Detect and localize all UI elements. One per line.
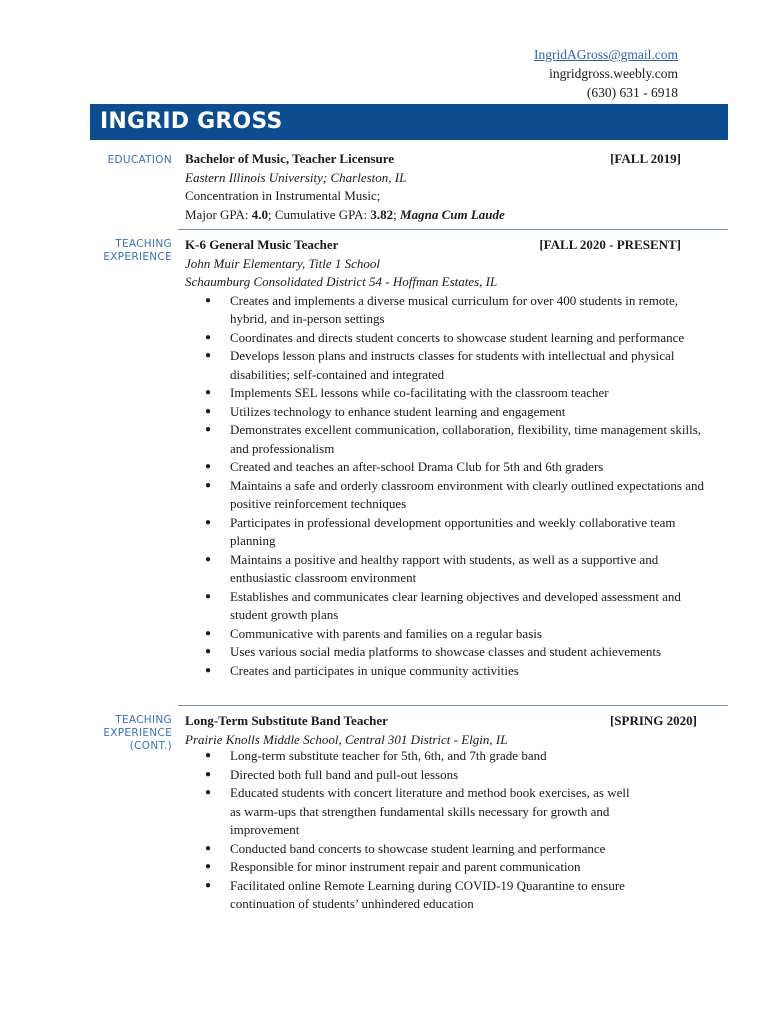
education-concentration: Concentration in Instrumental Music; [185,188,381,203]
gpa-sep: ; [393,206,401,222]
job2-school: Prairie Knolls Middle School, Central 301 District - Elgin, IL [185,731,508,747]
teaching-cont-bullets [185,747,635,914]
job2-title: Long-Term Substitute Band Teacher [185,713,388,728]
list-item: ● Facilitated online Remote Learning during COVID-19 Quarantine to ensure continuation of students’ unhindered education [230,877,635,914]
list-item: ● Demonstrates excellent communication, collaboration, flexibility, time management skills, and professionalism [230,421,715,458]
teaching-cont-label-line3: (CONT.) [129,740,172,752]
teaching-section [185,236,715,680]
list-item: ● Directed both full band and pull-out lessons [230,766,635,785]
list-item: ● Educated students with concert literature and method book exercises, as well as warm-ups that strengthen fundamental skills necessary for growth and improvement [230,784,635,840]
list-item: ● Created and teaches an after-school Drama Club for 5th and 6th graders [230,458,715,477]
education-school: Eastern Illinois University; Charleston, IL [185,169,407,185]
education-header [185,150,715,169]
contact-info [534,45,678,102]
teaching-header [185,236,715,255]
phone-text: (630) 631 - 6918 [586,85,678,100]
list-item: ● Creates and implements a diverse musical curriculum for over 400 students in remote, hybrid, and in-person settings [230,292,715,329]
teaching-label [90,238,172,264]
list-item: ● Establishes and communicates clear learning objectives and developed assessment and student growth plans [230,588,715,625]
list-item: ● Utilizes technology to enhance student learning and engagement [230,403,715,422]
cumulative-gpa: 3.82 [370,206,394,222]
education-label: EDUCATION [107,154,172,166]
gpa-mid: ; Cumulative GPA: [267,206,371,222]
list-item: ● Conducted band concerts to showcase student learning and performance [230,840,635,859]
list-item: ● Maintains a positive and healthy rapport with students, as well as a supportive and enthusiastic classroom environment [230,551,715,588]
teaching-cont-section [185,712,697,914]
email-link[interactable]: IngridAGross@gmail.com [533,47,678,62]
job-school: John Muir Elementary, Title 1 School [185,255,380,271]
teaching-label-line2: EXPERIENCE [103,251,172,263]
major-gpa: 4.0 [251,206,268,222]
education-section [185,150,715,224]
teaching-cont-label-line1: TEACHING [115,714,172,726]
list-item: ● Implements SEL lessons while co-facilitating with the classroom teacher [230,384,715,403]
education-date: [FALL 2019] [610,151,681,166]
list-item: ● Maintains a safe and orderly classroom environment with clearly outlined expectations and positive reinforcement techniques [230,477,715,514]
job2-date: [SPRING 2020] [609,713,697,728]
teaching-label-line1: TEACHING [115,238,172,250]
job-district: Schaumburg Consolidated District 54 - Hoffman Estates, IL [185,274,498,289]
job-date: [FALL 2020 - PRESENT] [539,237,681,252]
list-item: ● Long-term substitute teacher for 5th, 6th, and 7th grade band [230,747,635,766]
honors-text: Magna Cum Laude [400,206,505,222]
list-item: ● Responsible for minor instrument repair and parent communication [230,858,635,877]
list-item: ● Uses various social media platforms to showcase classes and student achievements [230,643,715,662]
teaching-bullets [185,292,715,681]
job-title: K-6 General Music Teacher [185,237,339,252]
list-item: ● Develops lesson plans and instructs classes for students with intellectual and physical disabilities; self-contained and integrated [230,347,715,384]
section-divider [178,229,728,230]
teaching-cont-label [90,714,172,753]
list-item: ● Coordinates and directs student concerts to showcase student learning and performance [230,329,715,348]
education-gpa [185,206,715,225]
teaching-cont-header [185,712,697,731]
list-item: ● Creates and participates in unique community activities [230,662,715,681]
list-item: ● Communicative with parents and families on a regular basis [230,625,715,644]
name-banner: INGRID GROSS [90,104,728,140]
gpa-prefix: Major GPA: [185,206,252,222]
degree-title: Bachelor of Music, Teacher Licensure [185,151,395,166]
section-divider [178,705,728,706]
website-text: ingridgross.weebly.com [549,66,678,81]
teaching-cont-label-line2: EXPERIENCE [103,727,172,739]
list-item: ● Participates in professional development opportunities and weekly collaborative team planning [230,514,715,551]
